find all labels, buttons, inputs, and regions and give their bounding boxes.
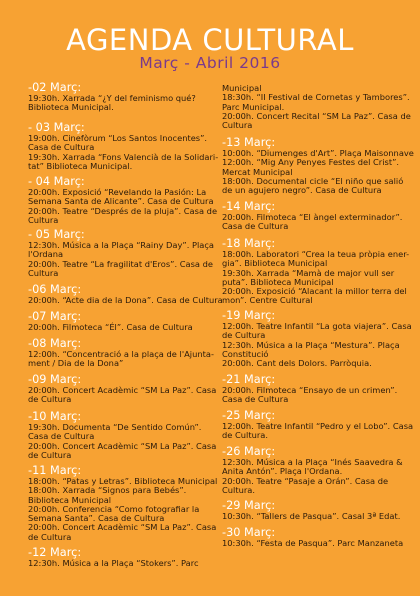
- entry-line: Biblioteca Municipal.: [28, 102, 114, 113]
- entry-date: - 04 Març:: [28, 175, 85, 188]
- entry-line: 20:00h. “Acte dia de la Dona”. Casa de Cultura: [28, 295, 223, 305]
- entry-line: 20:00h. Concert Acadèmic “SM La Paz”. Casa: [28, 440, 217, 451]
- entry-line: 20:00h. Filmoteca “Él”. Casa de Cultura: [28, 322, 193, 332]
- entry-date: -30 Març:: [222, 526, 276, 539]
- entry-line: puta”. Biblioteca Municipal: [222, 276, 334, 287]
- entry-date: -29 Març:: [222, 499, 276, 512]
- agenda-entry: [28, 81, 220, 113]
- agenda-entry: [28, 228, 220, 278]
- agenda-entry: [28, 121, 220, 171]
- entry-date: -06 Març:: [28, 283, 82, 296]
- entry-line: 10:30h. “Festa de Pasqua”. Parc Manzaneta: [222, 538, 404, 548]
- entry-line: de Cultura: [222, 330, 266, 341]
- entry-line: de Cultura: [28, 449, 72, 460]
- entry-line: Semana Santa”. Casa de Cultura: [28, 513, 165, 524]
- entry-line: Municipal: [222, 83, 262, 93]
- entry-line: 20:00h. Filmoteca “Ensayo de un crimen”.: [222, 385, 398, 395]
- entry-line: Anita Antón”. Plaça l'Ordana.: [222, 466, 343, 477]
- entry-line: Cultura: [28, 267, 59, 278]
- entry-date: -02 Març:: [28, 81, 82, 94]
- entry-line: 19:30h. Documenta “De Sentido Común”.: [28, 422, 202, 432]
- entry-line: 19:30h. Xarrada “¿Y del feminismo qué?: [28, 93, 196, 103]
- entry-date: - 03 Març:: [28, 121, 85, 134]
- entry-date: -07 Març:: [28, 310, 82, 323]
- page-title: AGENDA CULTURAL: [66, 23, 354, 57]
- entry-line: de un agujero negro”. Casa de Cultura: [222, 185, 382, 196]
- entry-line: 12:00h. Teatre Infantil “Pedro y el Lobo”. Casa: [222, 421, 414, 431]
- entry-date: -14 Març:: [222, 200, 276, 213]
- entry-date: -12 Març:: [28, 546, 82, 559]
- entry-line: 10:30h. “Tallers de Pasqua”. Casal 3ª Edat.: [222, 511, 401, 521]
- entry-date: - 05 Març:: [28, 228, 85, 241]
- entry-date: -21 Març:: [222, 373, 276, 386]
- entry-line: 18:00h. “Patas y Letras”. Biblioteca Municipal: [28, 476, 218, 486]
- entry-date: -26 Març:: [222, 445, 276, 458]
- entry-line: 20:00h. Teatre “Pasaje a Orán”. Casa de: [222, 475, 389, 486]
- entry-line: 19:30h. Xarrada “Fons Valencià de la Solidari-: [28, 151, 219, 162]
- entry-line: 12:00h. “Mig Any Penyes Festes del Crist”.: [222, 157, 400, 168]
- agenda-entry: [222, 309, 414, 368]
- agenda-entry: [28, 337, 220, 369]
- entry-line: 10:00h. “Diumenges d'Art”. Plaça Maisonnave: [222, 148, 414, 158]
- entry-line: l'Ordana: [28, 249, 64, 260]
- entry-line: mon”. Centre Cultural: [222, 295, 313, 306]
- entry-line: Mercat Municipal: [222, 166, 293, 177]
- entry-line: 19:30h. Xarrada “Mamà de major vull ser: [222, 267, 395, 278]
- agenda-entry: [222, 373, 414, 405]
- agenda-entry: [28, 175, 220, 225]
- entry-date: -09 Març:: [28, 373, 82, 386]
- entry-line: 12:30h. Música a la Plaça “Stokers”. Parc: [28, 558, 199, 568]
- entry-date: -19 Març:: [222, 309, 276, 322]
- agenda-entry: [222, 409, 414, 441]
- entry-line: 20:00h. Concert Acadèmic “SM La Paz”. Casa: [28, 522, 217, 533]
- entry-date: -18 Març:: [222, 237, 276, 250]
- entry-line: 12:00h. Teatre Infantil “La gota viajera”. Casa: [222, 321, 412, 331]
- agenda-entry: [28, 410, 220, 460]
- agenda-entry-continued: [222, 84, 414, 130]
- entry-line: 18:30h. “II Festival de Cornetas y Tambores”.: [222, 92, 410, 103]
- entry-line: Semana Santa de Alicante”. Casa de Cultura: [28, 196, 214, 207]
- entry-line: 18:00h. Xarrada “Signos para Bebés”.: [28, 485, 187, 496]
- agenda-entry: [222, 499, 414, 521]
- entry-line: de Cultura: [28, 531, 72, 542]
- agenda-entry: [222, 200, 414, 232]
- agenda-entry: [28, 546, 220, 568]
- entry-line: Casa de Cultura: [28, 431, 95, 442]
- entry-line: 18:00h. Laboratori “Crea la teua pròpia ener-: [222, 249, 410, 259]
- page-subtitle: Març - Abril 2016: [139, 54, 281, 72]
- entry-line: de Cultura: [28, 394, 72, 405]
- agenda-entry: [28, 310, 220, 332]
- agenda-entry: [28, 464, 220, 542]
- entry-line: Casa de Cultura: [222, 221, 289, 232]
- entry-line: Cultura: [222, 120, 253, 131]
- entry-line: Cultura.: [222, 484, 256, 495]
- entry-line: Constitució: [222, 348, 269, 359]
- entry-date: -13 Març:: [222, 136, 276, 149]
- entry-date: -11 Març:: [28, 464, 82, 477]
- entry-line: Casa de Cultura: [222, 394, 289, 405]
- entry-line: 20:00h. Teatre “Després de la pluja”. Casa de: [28, 205, 218, 216]
- entry-line: 12:30h. Música a la Plaça “Inés Saavedra &: [222, 457, 403, 467]
- entry-line: de Cultura.: [222, 430, 269, 441]
- entry-line: Biblioteca Municipal: [28, 494, 112, 505]
- entry-line: tat” Biblioteca Municipal.: [28, 160, 133, 171]
- entry-line: Cultura: [28, 214, 59, 225]
- entry-line: 20:00h. Concert Recital “SM La Paz”. Casa de: [222, 110, 411, 121]
- entry-line: 18:00h. Documental cicle “El niño que salió: [222, 175, 404, 186]
- agenda-entry: [222, 445, 414, 495]
- entry-line: 20:00h. Concert Acadèmic “SM La Paz”. Casa: [28, 385, 217, 395]
- entry-line: 19:00h. Cinefòrum “Los Santos Inocentes”.: [28, 133, 208, 143]
- entry-line: Parc Municipal.: [222, 101, 285, 112]
- entry-line: 12:30h. Música a la Plaça “Rainy Day”. Plaça: [28, 240, 215, 250]
- entry-date: -08 Març:: [28, 337, 82, 350]
- entry-line: 20:00h. Filmoteca “El àngel exterminador”.: [222, 212, 403, 222]
- entry-date: -25 Març:: [222, 409, 276, 422]
- entry-line: 20:00h. Teatre “La fragilitat d'Eros”. Casa de: [28, 258, 214, 269]
- entry-line: gia”. Biblioteca Municipal: [222, 258, 328, 269]
- entry-line: 12:30h. Música a la Plaça “Mestura”. Plaça: [222, 339, 400, 350]
- agenda-entry: [28, 373, 220, 405]
- agenda-entry: [28, 283, 223, 305]
- agenda-entry: [222, 237, 414, 306]
- agenda-entry: [222, 526, 414, 548]
- entry-line: ment / Dia de la Dona”: [28, 358, 124, 369]
- entry-line: 20:00h. Cant dels Dolors. Parròquia.: [222, 358, 372, 369]
- entry-line: 20:00h. Conferencia “Como fotografiar la: [28, 503, 200, 514]
- entry-line: Casa de Cultura: [28, 142, 95, 153]
- entry-line: 20:00h. Exposició “Alacant la millor terra del: [222, 286, 407, 297]
- entry-date: -10 Març:: [28, 410, 82, 423]
- entry-line: 20:00h. Exposició “Revelando la Pasión: La: [28, 187, 207, 197]
- entry-line: 12:00h. “Concentració a la plaça de l'Ajunta-: [28, 349, 214, 359]
- agenda-entry: [222, 136, 414, 195]
